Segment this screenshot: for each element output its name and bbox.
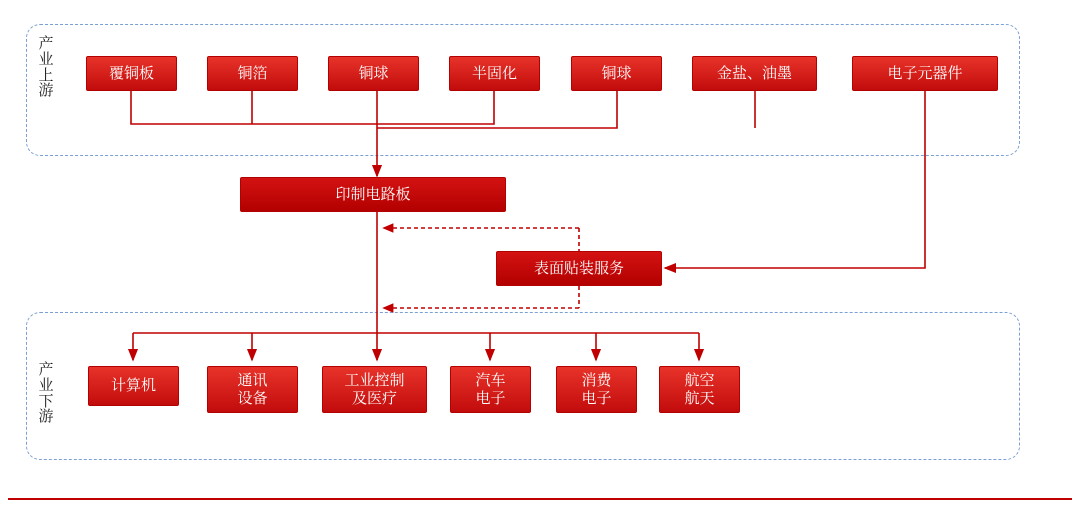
node-upstream-5[interactable] bbox=[571, 56, 662, 91]
node-label: 半固化 bbox=[471, 64, 517, 82]
node-label-line1: 通讯 bbox=[237, 372, 268, 390]
node-label: 表面贴装服务 bbox=[533, 259, 624, 277]
node-label-line2: 设备 bbox=[237, 389, 268, 407]
node-label: 电子元器件 bbox=[887, 64, 963, 82]
node-downstream-3[interactable] bbox=[322, 366, 427, 413]
node-upstream-7[interactable] bbox=[852, 56, 998, 91]
node-downstream-5[interactable] bbox=[556, 366, 637, 413]
node-downstream-6[interactable] bbox=[659, 366, 740, 413]
node-downstream-2[interactable] bbox=[207, 366, 298, 413]
node-label: 覆铜板 bbox=[108, 64, 154, 82]
node-label-wrap bbox=[237, 372, 267, 407]
node-label-line2: 电子 bbox=[475, 389, 506, 407]
node-downstream-1[interactable] bbox=[88, 366, 179, 406]
node-label-wrap bbox=[684, 372, 714, 407]
node-label-line1: 汽车 bbox=[475, 372, 506, 390]
node-pcb[interactable] bbox=[240, 177, 506, 212]
node-upstream-3[interactable] bbox=[328, 56, 419, 91]
node-upstream-4[interactable] bbox=[449, 56, 540, 91]
node-upstream-2[interactable] bbox=[207, 56, 298, 91]
node-label-wrap bbox=[344, 372, 404, 407]
node-downstream-4[interactable] bbox=[450, 366, 531, 413]
node-label-wrap bbox=[475, 372, 505, 407]
node-label-line1: 工业控制 bbox=[344, 372, 405, 390]
node-label-wrap bbox=[581, 372, 611, 407]
node-label-wrap bbox=[111, 377, 156, 394]
node-label-line2: 航天 bbox=[684, 389, 715, 407]
node-smt[interactable] bbox=[496, 251, 662, 286]
footer-divider bbox=[8, 498, 1072, 500]
node-label: 铜球 bbox=[601, 64, 632, 82]
node-upstream-1[interactable] bbox=[86, 56, 177, 91]
node-label-line1: 航空 bbox=[684, 372, 715, 390]
node-label: 铜箔 bbox=[237, 64, 268, 82]
node-label-line2: 电子 bbox=[581, 389, 612, 407]
group-downstream-label: 产业下游 bbox=[38, 361, 54, 426]
group-upstream-label: 产业上游 bbox=[38, 35, 54, 100]
node-label-line1: 计算机 bbox=[110, 377, 156, 395]
node-label-line2: 及医疗 bbox=[351, 389, 397, 407]
node-label: 金盐、油墨 bbox=[716, 64, 792, 82]
node-label: 铜球 bbox=[358, 64, 389, 82]
node-label: 印制电路板 bbox=[335, 185, 411, 203]
node-upstream-6[interactable] bbox=[692, 56, 817, 91]
node-label-line1: 消费 bbox=[581, 372, 612, 390]
